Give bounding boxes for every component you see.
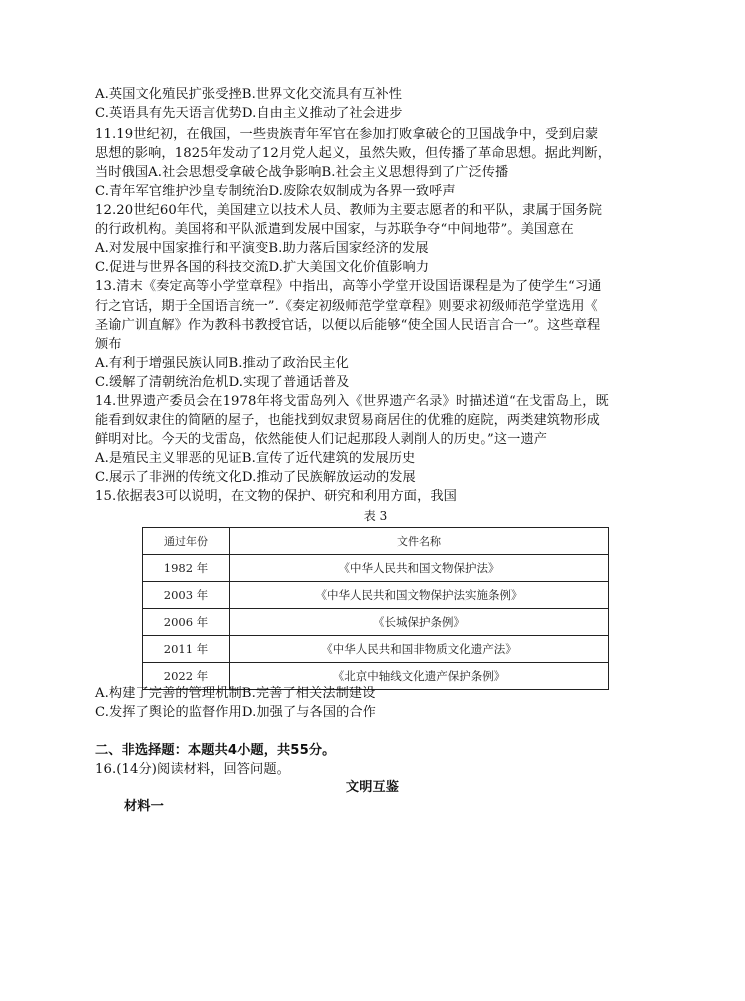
table-header-year: 通过年份	[143, 528, 230, 555]
table-row	[143, 609, 609, 636]
table-caption: 表 3	[363, 509, 388, 523]
question-line: 圣谕广训直解》作为教科书教授官话，以便以后能够“使全国人民语言合一”。这些章程	[95, 318, 601, 333]
question-line: 当时俄国A.社会思想受拿破仑战争影响B.社会主义思想得到了广泛传播	[95, 165, 509, 180]
question-line: 颁布	[95, 337, 122, 352]
year-cell: 2022 年	[143, 663, 230, 690]
section-heading: 二、非选择题：本题共4小题，共55分。	[95, 743, 336, 758]
table-row	[143, 582, 609, 609]
year-cell: 1982 年	[143, 555, 230, 582]
option-line: C.缓解了清朝统治危机D.实现了普通话普及	[95, 375, 350, 390]
table-row	[143, 636, 609, 663]
document-cell: 《长城保护条例》	[230, 609, 609, 636]
document-cell: 《中华人民共和国文物保护法》	[230, 555, 609, 582]
question-line: 13.清末《奏定高等小学堂章程》中指出，高等小学堂开设国语课程是为了使学生“习通	[95, 279, 602, 294]
option-line: C.英语具有先天语言优势D.自由主义推动了社会进步	[95, 106, 403, 121]
document-cell: 《中华人民共和国文物保护法实施条例》	[230, 582, 609, 609]
option-line: A.英国文化殖民扩张受挫B.世界文化交流具有互补性	[95, 87, 403, 102]
table-header-row	[143, 528, 609, 555]
option-line: C.促进与世界各国的科技交流D.扩大美国文化价值影响力	[95, 260, 430, 275]
question-line: 行之官话，期于全国语言统一”.《奏定初级师范学堂章程》则要求初级师范学堂选用《	[95, 299, 598, 314]
option-line: A.对发展中国家推行和平演变B.助力落后国家经济的发展	[95, 241, 429, 256]
option-line: A.有利于增强民族认同B.推动了政治民主化	[95, 356, 349, 371]
option-line: C.青年军官维护沙皇专制统治D.废除农奴制成为各界一致呼声	[95, 184, 456, 199]
question-line: 鲜明对比。今天的戈雷岛，依然能使人们记起那段人剥削人的历史。”这一遗产	[95, 432, 548, 447]
question-16-stem: 16.(14分)阅读材料，回答问题。	[95, 762, 290, 777]
regulations-table	[142, 527, 609, 690]
year-cell: 2006 年	[143, 609, 230, 636]
document-cell: 《中华人民共和国非物质文化遗产法》	[230, 636, 609, 663]
question-line: 12.20世纪60年代，美国建立以技术人员、教师为主要志愿者的和平队，隶属于国务院	[95, 203, 603, 218]
material-title: 文明互鉴	[345, 780, 400, 795]
material-label: 材料一	[124, 799, 164, 814]
year-cell: 2003 年	[143, 582, 230, 609]
question-line: 的行政机构。美国将和平队派遣到发展中国家，与苏联争夺“中间地带”。美国意在	[95, 222, 574, 237]
option-line: C.发挥了舆论的监督作用D.加强了与各国的合作	[95, 705, 376, 720]
year-cell: 2011 年	[143, 636, 230, 663]
question-line: 能看到奴隶住的简陋的屋子，也能找到奴隶贸易商居住的优雅的庭院，两类建筑物形成	[95, 413, 600, 428]
table-header-document: 文件名称	[230, 528, 609, 555]
question-line: 思想的影响，1825年发动了12月党人起义，虽然失败，但传播了革命思想。据此判断，	[95, 146, 612, 161]
question-line: 15.依据表3可以说明，在文物的保护、研究和利用方面，我国	[95, 489, 457, 504]
question-line: 11.19世纪初，在俄国，一些贵族青年军官在参加打败拿破仑的卫国战争中，受到启蒙	[95, 127, 599, 142]
question-line: 14.世界遗产委员会在1978年将戈雷岛列入《世界遗产名录》时描述道“在戈雷岛上，既	[95, 394, 609, 409]
document-cell: 《北京中轴线文化遗产保护条例》	[230, 663, 609, 690]
table-row	[143, 555, 609, 582]
option-line: C.展示了非洲的传统文化D.推动了民族解放运动的发展	[95, 470, 416, 485]
option-line: A.是殖民主义罪恶的见证B.宣传了近代建筑的发展历史	[95, 451, 416, 466]
option-line: A.构建了完善的管理机制B.完善了相关法制建设	[95, 686, 376, 701]
